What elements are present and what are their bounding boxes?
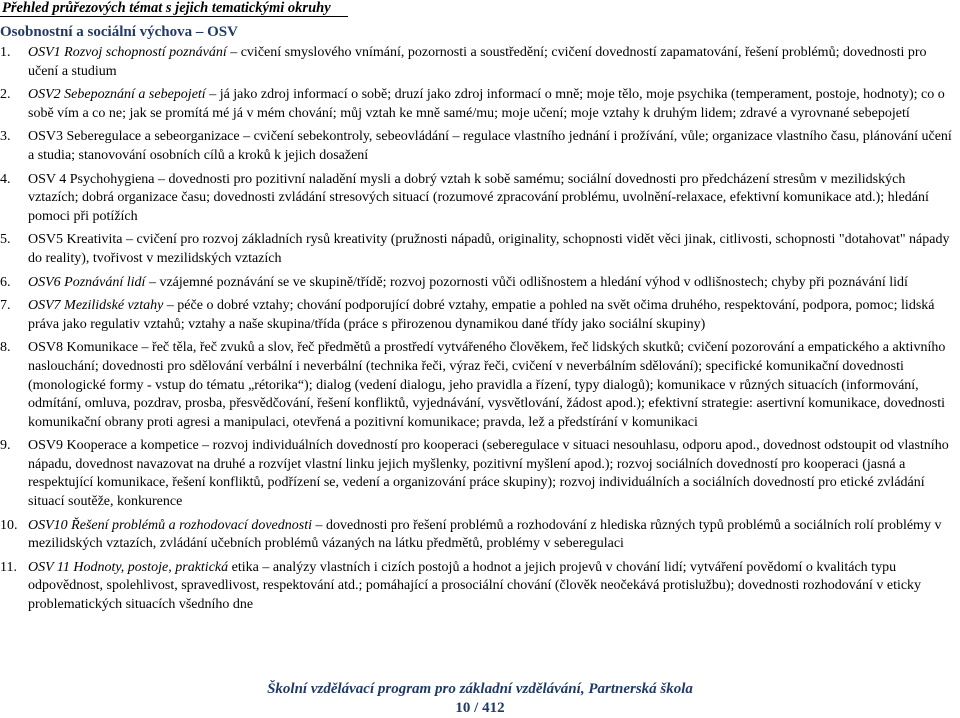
item-text: – dovednosti pro pozitivní naladění mysli a dobrý vztah k sobě samému; sociální dovednosti pro předcházení stresům v mezilidských vztazích; dobrá organizace času; dovednosti zvládání stresových situací (rozumové zpracování problému, uvolnění-relaxace, efektivní komunikace atd.); hledání pomoci při potížích	[28, 171, 929, 224]
item-text: – rozvoj individuálních dovedností pro kooperaci (seberegulace v situaci nesouhlasu, odporu apod., dovednost odstoupit od vlastního nápadu, dovednost navazovat na druhé a rozvíjet vlastní linku jejich myšlenky, pozitivní myšlení apod.); rozvoj sociálních dovedností pro kooperaci (jasná a respektující komunikace, řešení konfliktů, podřízení se, vedení a organizování práce skupiny); rozvoj individuálních a sociálních dovedností pro etické zvládání situací soutěže, konkurence	[28, 438, 949, 510]
item-number: 8.	[0, 340, 11, 356]
item-number: 7.	[0, 298, 11, 314]
list-item	[0, 128, 958, 165]
list-item	[0, 437, 958, 511]
item-text: – řeč těla, řeč zvuků a slov, řeč předmětů a prostředí vytvářeného člověkem, řeč lidských skutků; cvičení pozorování a empatického a aktivního naslouchání; dovednosti pro sdělování verbální i neverbální (technika řeči, výraz řeči, cvičení v neverbálním sdělování); specifické komunikační dovednosti (monologické formy - vstup do tématu „rétorika“); dialog (vedení dialogu, jeho pravidla a řízení, typy dialogů); komunikace v různých situacích (informování, odmítání, omluva, pozdrav, prosba, přesvědčování, řešení konfliktů, vyjednávání, vysvětlování, žádost apod.); efektivní strategie: asertivní komunikace, dovednosti komunikační obrany proti agresi a manipulaci, otevřená a pozitivní komunikace; pravda, lež a předstírání v komunikaci	[28, 340, 946, 430]
item-text: – já jako zdroj informací o sobě; druzí jako zdroj informací o mně; moje tělo, moje psychika (temperament, postoje, hodnoty); co o sobě vím a co ne; jak se promítá mé já v mém chování; můj vztah ke mně samé/mu; moje učení; moje vztahy k druhým lidem; zdravé a vyrovnané sebepojetí	[28, 87, 945, 121]
item-name: OSV9 Kooperace a kompetice	[28, 438, 199, 454]
item-number: 11.	[0, 559, 17, 575]
list-item	[0, 274, 958, 293]
item-text: – cvičení pro rozvoj základních rysů kreativity (pružnosti nápadů, originality, schopnosti vidět věci jinak, citlivosti, schopnosti "dotahovat" nápady do reality), tvořivost v mezilidských vztazích	[28, 232, 950, 266]
item-name: OSV7 Mezilidské vztahy	[28, 298, 164, 314]
item-text: – dovednosti pro řešení problémů a rozhodování z hlediska různých typů problémů a sociálních rolí problémy v mezilidských vztazích, zvládání učebních problémů vázaných na látku předmětů, problémy v seberegulaci	[28, 517, 942, 552]
list-item	[0, 559, 958, 615]
item-text: – vzájemné poznávání se ve skupině/třídě; rozvoj pozornosti vůči odlišnostem a hledání výhod v odlišnostech; chyby při poznávání lidí	[145, 274, 908, 290]
item-name: OSV8 Komunikace	[28, 340, 139, 356]
item-number: 9.	[0, 438, 11, 454]
item-name: OSV10 Řešení problémů a rozhodovací dovednosti	[28, 517, 312, 533]
item-number: 3.	[0, 129, 11, 145]
item-number: 4.	[0, 171, 11, 187]
item-name: OSV5 Kreativita	[28, 232, 123, 248]
item-number: 1.	[0, 45, 11, 60]
list-item	[0, 517, 958, 554]
item-name: OSV6 Poznávání lidí	[28, 274, 146, 290]
list-item	[0, 339, 958, 432]
list-item	[0, 44, 958, 81]
item-name: OSV2 Sebepoznání a sebepojetí	[28, 87, 206, 103]
item-text: – cvičení smyslového vnímání, pozornosti a soustředění; cvičení dovedností zapamatování, řešení problémů; dovednosti pro učení a studium	[28, 45, 927, 79]
item-text: – péče o dobré vztahy; chování podporující dobré vztahy, empatie a pohled na svět očima druhého, respektování, podpora, pomoc; lidská práva jako regulativ vztahů; vztahy a naše skupina/třída (práce s přirozenou dynamikou dané třídy jako sociální skupiny)	[28, 298, 935, 332]
section-title: Osobnostní a sociální výchova – OSV	[0, 24, 238, 40]
item-number: 6.	[0, 274, 11, 290]
item-text: etika – analýzy vlastních i cizích postojů a hodnot a jejich projevů v chování lidí; vytváření povědomí o kvalitách typu odpovědnost, spolehlivost, spravedlivost, respektování atd.; pomáhající a prosociální chování (člověk neočekává protislužbu); dovednosti rozhodování v eticky problematických situacích všedního dne	[28, 559, 922, 613]
item-number: 5.	[0, 232, 11, 248]
list-item	[0, 297, 958, 334]
item-name: OSV3 Seberegulace a sebeorganizace	[28, 129, 240, 145]
topic-list	[0, 44, 958, 620]
item-number: 10.	[0, 517, 18, 533]
item-number: 2.	[0, 87, 11, 103]
page-number: 10 / 412	[455, 700, 505, 716]
list-item	[0, 171, 958, 227]
item-text: – cvičení sebekontroly, sebeovládání – regulace vlastního jednání i prožívání, vůle; organizace vlastního času, plánování učení a studia; stanovování osobních cílů a kroků k jejich dosažení	[28, 129, 952, 163]
item-name: OSV 4 Psychohygiena	[28, 171, 155, 187]
item-name: OSV1 Rozvoj schopností poznávání	[28, 45, 227, 60]
item-name: OSV 11 Hodnoty, postoje, praktická	[28, 559, 229, 575]
footer-title: Školní vzdělávací program pro základní vzdělávání, Partnerská škola	[267, 681, 693, 697]
list-item	[0, 86, 958, 123]
list-item	[0, 231, 958, 268]
page-header: Přehled průřezových témat s jejich tematickými okruhy	[0, 0, 348, 17]
